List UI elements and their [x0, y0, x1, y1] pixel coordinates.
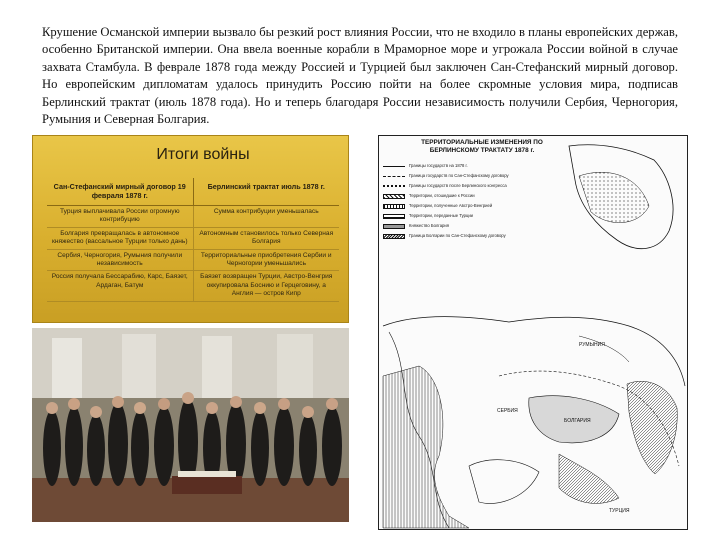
map-drawing	[379, 136, 689, 531]
legend-item: Граница государств по Сан-Стефанскому договору	[383, 172, 569, 180]
berlin-congress-painting	[32, 328, 349, 522]
berlin-treaty-map	[378, 135, 688, 530]
map-label-turkey: ТУРЦИЯ	[609, 508, 630, 514]
san-stefano-header: Сан-Стефанский мирный договор 19 февраля 1878 г.	[47, 178, 194, 205]
legend-item: Территории, отошедшие к России	[383, 192, 569, 200]
table-cell: Сумма контрибуции уменьшалась	[213, 208, 319, 215]
map-label-romania: РУМЫНИЯ	[579, 342, 605, 348]
table-cell: Территориальные приобретения Сербии и Черногории уменьшались	[200, 251, 332, 268]
map-title: ТЕРРИТОРИАЛЬНЫЕ ИЗМЕНЕНИЯ ПО БЕРЛИНСКОМУ ТРАКТАТУ 1878 г.	[421, 139, 543, 154]
legend-item: Территории, переданные Турции	[383, 212, 569, 220]
berlin-header: Берлинский трактат июль 1878 г.	[207, 182, 325, 191]
table-cell: Сербия, Черногория, Румыния получили независимость	[47, 250, 194, 271]
table-row	[47, 228, 339, 250]
legend-item: Граница Болгарии по Сан-Стефанскому договору	[383, 232, 569, 240]
map-label-serbia: СЕРБИЯ	[497, 408, 518, 414]
painting-illustration	[32, 328, 349, 522]
table-cell: Болгария превращалась в автономное княжество (вассальное Турции только дань)	[47, 228, 194, 249]
intro-paragraph: Крушение Османской империи вызвало бы резкий рост влияния России, что не входило в планы европейских держав, особенно Британской империи. Она ввела военные корабли в Мраморное море и угрожала России войной в случае захвата Стамбула. В феврале 1878 года между Россией и Турцией был заключен Сан-Стефанский мирный договор. Но европейским дипломатам удалось принудить Россию пойти на более скромные условия мира, подписав Берлинский трактат (июль 1878 года). Но и теперь благодаря России независимость получили Сербия, Черногория, Румыния и Северная Болгария.	[42, 25, 678, 127]
table-row	[47, 250, 339, 272]
table-cell: Баязет возвращен Турции, Австро-Венгрия оккупировала Боснию и Герцеговину, а Англия — остров Кипр	[200, 273, 333, 298]
table-cell: Автономным становилось только Северная Болгария	[199, 229, 334, 246]
slide-title: Итоги войны	[156, 146, 250, 163]
legend-item: Княжество Болгария	[383, 222, 569, 230]
table-row	[47, 271, 339, 301]
table-cell: Россия получала Бессарабию, Карс, Баязет, Ардаган, Батум	[47, 271, 194, 300]
war-results-slide	[32, 135, 349, 323]
table-row	[47, 206, 339, 228]
treaty-comparison-table	[47, 178, 339, 316]
legend-item: Территории, полученные Австро-Венгрией	[383, 202, 569, 210]
legend-item: Границы государств на 1878 г.	[383, 162, 569, 170]
table-cell: Турция выплачивала России огромную контрибуцию	[47, 206, 194, 227]
legend-item: Границы государств после Берлинского конгресса	[383, 182, 569, 190]
table-header	[47, 178, 339, 206]
map-label-bulgaria: БОЛГАРИЯ	[564, 418, 591, 424]
